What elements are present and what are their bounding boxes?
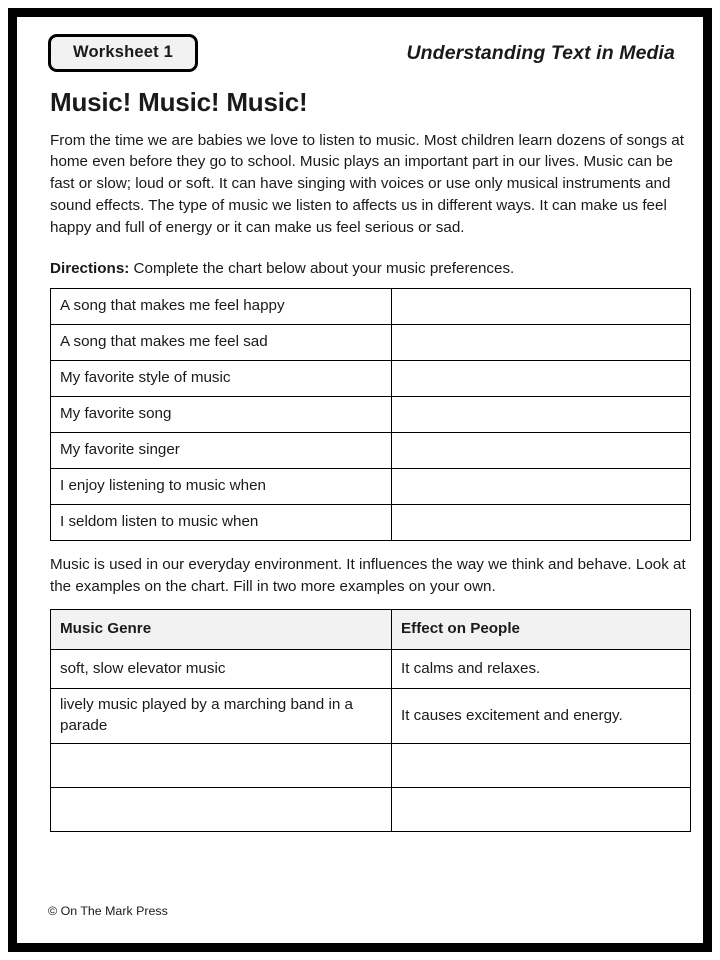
genre-table-body <box>51 650 691 832</box>
preference-answer-field[interactable] <box>392 361 691 397</box>
music-genre-effect-table <box>50 609 691 832</box>
worksheet-number-badge: Worksheet 1 <box>48 34 198 72</box>
preference-answer-field[interactable] <box>392 397 691 433</box>
genre-answer-field[interactable] <box>51 744 392 788</box>
worksheet-page-border <box>8 8 712 952</box>
genre-answer-field[interactable] <box>51 788 392 832</box>
worksheet-header <box>48 31 679 75</box>
preference-label: A song that makes me feel sad <box>51 325 392 361</box>
preferences-table-body <box>51 289 691 541</box>
preference-label: I enjoy listening to music when <box>51 469 392 505</box>
table-row <box>51 397 691 433</box>
table-row <box>51 505 691 541</box>
table-row <box>51 361 691 397</box>
table-row <box>51 650 691 689</box>
genre-cell: soft, slow elevator music <box>51 650 392 689</box>
effect-answer-field[interactable] <box>392 744 691 788</box>
preference-label: A song that makes me feel happy <box>51 289 392 325</box>
mid-paragraph: Music is used in our everyday environment. It influences the way we think and behave. Look at the examples on the chart. Fill in two more examples on your own. <box>50 556 686 596</box>
effect-cell: It calms and relaxes. <box>392 650 691 689</box>
table-row <box>51 289 691 325</box>
footer-copyright: © On The Mark Press <box>48 904 168 918</box>
page-title: Music! Music! Music! <box>50 87 308 117</box>
preference-label: My favorite song <box>51 397 392 433</box>
effect-cell: It causes excitement and energy. <box>392 689 691 744</box>
preference-answer-field[interactable] <box>392 289 691 325</box>
preference-label: I seldom listen to music when <box>51 505 392 541</box>
worksheet-content <box>17 17 703 943</box>
preference-answer-field[interactable] <box>392 505 691 541</box>
intro-paragraph: From the time we are babies we love to listen to music. Most children learn dozens of songs at home even before they go to school. Music plays an important part in our lives. Music can be fast or slow; loud or soft. It can have singing with voices or use only musical instruments and sound effects. The type of music we listen to affects us in different ways. It can make us feel happy and full of energy or it can make us feel serious or sad. <box>50 131 684 237</box>
directions <box>50 258 679 279</box>
table-row <box>51 689 691 744</box>
preference-label: My favorite style of music <box>51 361 392 397</box>
table-header-row <box>51 610 691 650</box>
table-row <box>51 469 691 505</box>
effect-answer-field[interactable] <box>392 788 691 832</box>
music-preferences-table <box>50 288 691 541</box>
preference-answer-field[interactable] <box>392 433 691 469</box>
directions-text: Complete the chart below about your music preferences. <box>129 260 515 278</box>
preference-label: My favorite singer <box>51 433 392 469</box>
preference-answer-field[interactable] <box>392 469 691 505</box>
table-row <box>51 744 691 788</box>
genre-cell: lively music played by a marching band in a parade <box>51 689 392 744</box>
preference-answer-field[interactable] <box>392 325 691 361</box>
genre-table-head <box>51 610 691 650</box>
table-row <box>51 433 691 469</box>
directions-lead: Directions: <box>50 260 130 278</box>
column-header-effect-on-people: Effect on People <box>392 610 691 650</box>
unit-title: Understanding Text in Media <box>406 41 675 64</box>
column-header-music-genre: Music Genre <box>51 610 392 650</box>
table-row <box>51 325 691 361</box>
table-row <box>51 788 691 832</box>
